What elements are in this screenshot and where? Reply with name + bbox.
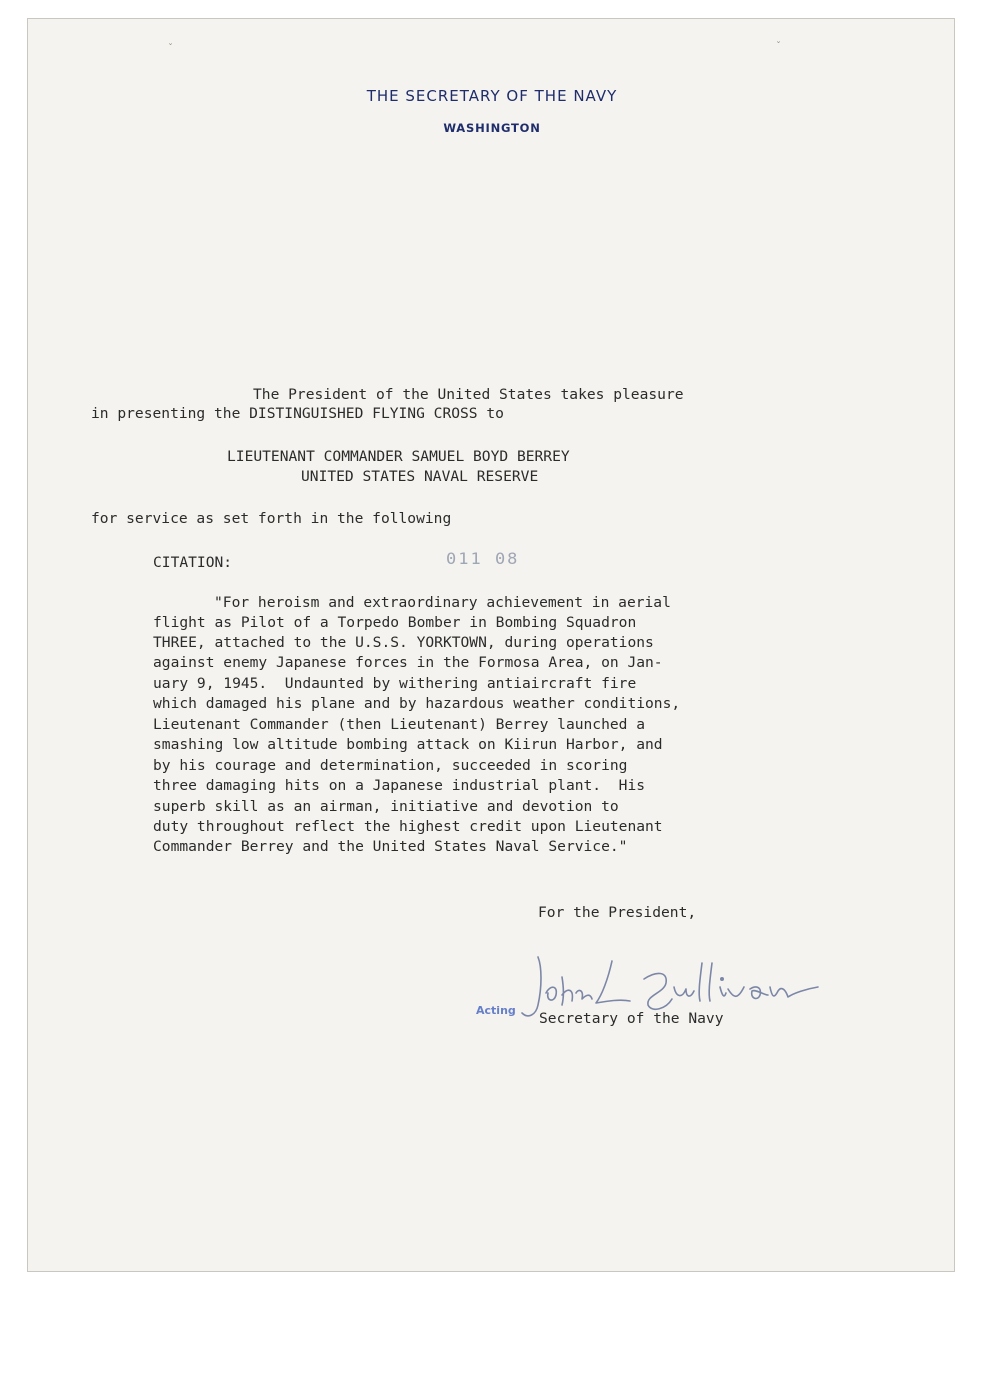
citation-line: duty throughout reflect the highest credit upon Lieutenant (153, 818, 663, 835)
received-stamp: 011 08 (446, 549, 520, 569)
closing-for-president: For the President, (538, 904, 697, 921)
letterhead-subtitle: WASHINGTON (443, 121, 541, 135)
citation-line: THREE, attached to the U.S.S. YORKTOWN, during operations (153, 634, 654, 651)
secretary-title: Secretary of the Navy (539, 1010, 724, 1027)
recipient-branch: UNITED STATES NAVAL RESERVE (301, 468, 539, 485)
citation-line: against enemy Japanese forces in the Formosa Area, on Jan- (153, 654, 663, 671)
citation-line: "For heroism and extraordinary achievement in aerial (214, 594, 671, 611)
citation-line: uary 9, 1945. Undaunted by withering antiaircraft fire (153, 675, 637, 692)
service-line: for service as set forth in the following (91, 510, 452, 527)
citation-line: by his courage and determination, succeeded in scoring (153, 757, 628, 774)
paper-speck: ˇ (168, 43, 173, 54)
citation-line: smashing low altitude bombing attack on Kiirun Harbor, and (153, 736, 663, 753)
paper-speck: ˇ (776, 41, 781, 52)
citation-label: CITATION: (153, 554, 233, 571)
citation-line: superb skill as an airman, initiative and devotion to (153, 798, 619, 815)
citation-line: Commander Berrey and the United States Naval Service." (153, 838, 628, 855)
citation-line: Lieutenant Commander (then Lieutenant) Berrey launched a (153, 716, 646, 733)
recipient-name: LIEUTENANT COMMANDER SAMUEL BOYD BERREY (227, 448, 570, 465)
citation-line: flight as Pilot of a Torpedo Bomber in Bombing Squadron (153, 614, 637, 631)
letterhead-title: THE SECRETARY OF THE NAVY (366, 87, 618, 105)
intro-line: in presenting the DISTINGUISHED FLYING CROSS to (91, 405, 504, 422)
acting-stamp: Acting (476, 1004, 516, 1017)
document-page (27, 18, 955, 1272)
intro-line: The President of the United States takes pleasure (253, 386, 684, 403)
citation-line: three damaging hits on a Japanese industrial plant. His (153, 777, 646, 794)
citation-line: which damaged his plane and by hazardous weather conditions, (153, 695, 681, 712)
